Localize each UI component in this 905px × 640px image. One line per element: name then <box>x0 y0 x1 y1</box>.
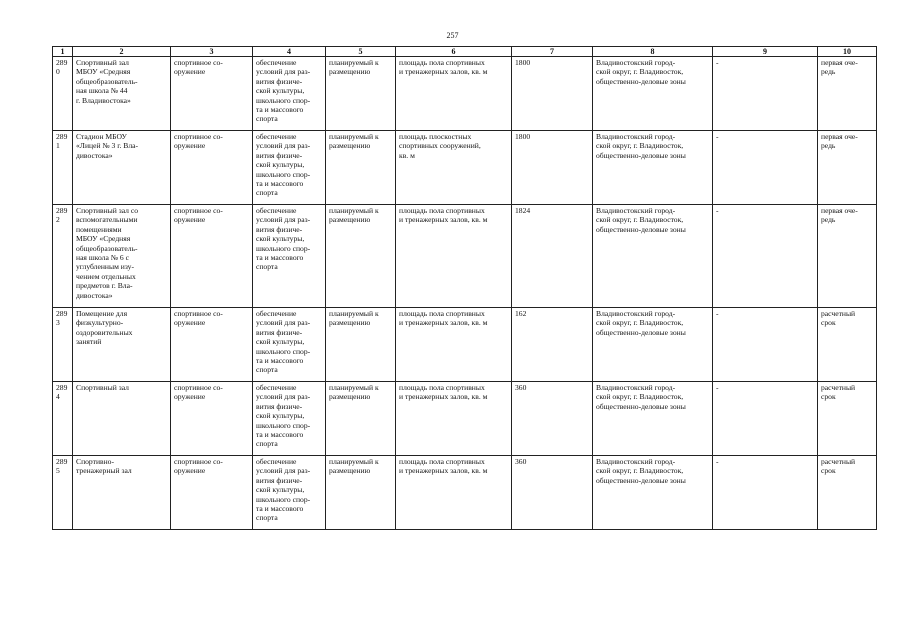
cell-value: 162 <box>512 308 593 382</box>
cell-status: планируемый к размещению <box>326 456 396 530</box>
cell-value: 360 <box>512 456 593 530</box>
cell-purpose: обеспечение условий для раз- вития физиче- ской культуры, школьного спор- та и массового спорта <box>253 382 326 456</box>
cell-object-name: Спортивно- тренажерный зал <box>73 456 171 530</box>
cell-number: 2892 <box>53 205 73 308</box>
cell-value: 1800 <box>512 57 593 131</box>
cell-zone: - <box>713 456 818 530</box>
col-header-8: 8 <box>593 47 713 57</box>
col-header-7: 7 <box>512 47 593 57</box>
cell-location: Владивостокский город- ской округ, г. Владивосток, общественно-деловые зоны <box>593 456 713 530</box>
cell-zone: - <box>713 205 818 308</box>
cell-object-type: спортивное со- оружение <box>171 456 253 530</box>
table-row <box>53 131 877 205</box>
cell-characteristic: площадь пола спортивных и тренажерных залов, кв. м <box>396 456 512 530</box>
cell-number: 2895 <box>53 456 73 530</box>
cell-object-type: спортивное со- оружение <box>171 131 253 205</box>
cell-purpose: обеспечение условий для раз- вития физиче- ской культуры, школьного спор- та и массового спорта <box>253 205 326 308</box>
col-header-10: 10 <box>818 47 877 57</box>
table-row <box>53 382 877 456</box>
cell-characteristic: площадь пола спортивных и тренажерных залов, кв. м <box>396 205 512 308</box>
cell-characteristic: площадь пола спортивных и тренажерных залов, кв. м <box>396 308 512 382</box>
col-header-4: 4 <box>253 47 326 57</box>
col-header-5: 5 <box>326 47 396 57</box>
cell-status: планируемый к размещению <box>326 382 396 456</box>
cell-value: 1800 <box>512 131 593 205</box>
cell-status: планируемый к размещению <box>326 131 396 205</box>
cell-zone: - <box>713 382 818 456</box>
cell-location: Владивостокский город- ской округ, г. Владивосток, общественно-деловые зоны <box>593 57 713 131</box>
cell-object-name: Стадион МБОУ «Лицей № 3 г. Вла- дивостока» <box>73 131 171 205</box>
cell-purpose: обеспечение условий для раз- вития физиче- ской культуры, школьного спор- та и массового спорта <box>253 308 326 382</box>
cell-value: 360 <box>512 382 593 456</box>
cell-purpose: обеспечение условий для раз- вития физиче- ской культуры, школьного спор- та и массового спорта <box>253 456 326 530</box>
cell-characteristic: площадь плоскостных спортивных сооружений, кв. м <box>396 131 512 205</box>
cell-status: планируемый к размещению <box>326 57 396 131</box>
table-row <box>53 205 877 308</box>
cell-object-name: Спортивный зал со вспомогательными помещениями МБОУ «Средняя общеобразователь- ная школа № 6 с углубленным изу- чением отдельных предметов г. Вла- дивостока» <box>73 205 171 308</box>
cell-term: расчетный срок <box>818 382 877 456</box>
page-number: 257 <box>446 31 459 40</box>
col-header-2: 2 <box>73 47 171 57</box>
cell-zone: - <box>713 308 818 382</box>
cell-number: 2891 <box>53 131 73 205</box>
cell-number: 2890 <box>53 57 73 131</box>
cell-object-name: Помещение для физкультурно- оздоровительных занятий <box>73 308 171 382</box>
cell-number: 2894 <box>53 382 73 456</box>
cell-object-type: спортивное со- оружение <box>171 382 253 456</box>
table-row <box>53 308 877 382</box>
cell-zone: - <box>713 131 818 205</box>
cell-number: 2893 <box>53 308 73 382</box>
cell-object-type: спортивное со- оружение <box>171 57 253 131</box>
col-header-9: 9 <box>713 47 818 57</box>
cell-status: планируемый к размещению <box>326 205 396 308</box>
cell-purpose: обеспечение условий для раз- вития физиче- ской культуры, школьного спор- та и массового спорта <box>253 131 326 205</box>
col-header-1: 1 <box>53 47 73 57</box>
cell-object-name: Спортивный зал МБОУ «Средняя общеобразователь- ная школа № 44 г. Владивостока» <box>73 57 171 131</box>
cell-term: первая оче- редь <box>818 57 877 131</box>
table-row <box>53 57 877 131</box>
table-row <box>53 456 877 530</box>
planning-table <box>52 46 877 530</box>
cell-status: планируемый к размещению <box>326 308 396 382</box>
cell-term: расчетный срок <box>818 308 877 382</box>
cell-term: первая оче- редь <box>818 205 877 308</box>
cell-object-name: Спортивный зал <box>73 382 171 456</box>
cell-location: Владивостокский город- ской округ, г. Владивосток, общественно-деловые зоны <box>593 131 713 205</box>
cell-object-type: спортивное со- оружение <box>171 308 253 382</box>
cell-purpose: обеспечение условий для раз- вития физиче- ской культуры, школьного спор- та и массового спорта <box>253 57 326 131</box>
cell-location: Владивостокский город- ской округ, г. Владивосток, общественно-деловые зоны <box>593 308 713 382</box>
cell-location: Владивостокский город- ской округ, г. Владивосток, общественно-деловые зоны <box>593 205 713 308</box>
cell-characteristic: площадь пола спортивных и тренажерных залов, кв. м <box>396 382 512 456</box>
cell-term: расчетный срок <box>818 456 877 530</box>
cell-term: первая оче- редь <box>818 131 877 205</box>
cell-characteristic: площадь пола спортивных и тренажерных залов, кв. м <box>396 57 512 131</box>
cell-location: Владивостокский город- ской округ, г. Владивосток, общественно-деловые зоны <box>593 382 713 456</box>
col-header-3: 3 <box>171 47 253 57</box>
cell-zone: - <box>713 57 818 131</box>
col-header-6: 6 <box>396 47 512 57</box>
header-row <box>53 47 877 57</box>
cell-value: 1824 <box>512 205 593 308</box>
cell-object-type: спортивное со- оружение <box>171 205 253 308</box>
